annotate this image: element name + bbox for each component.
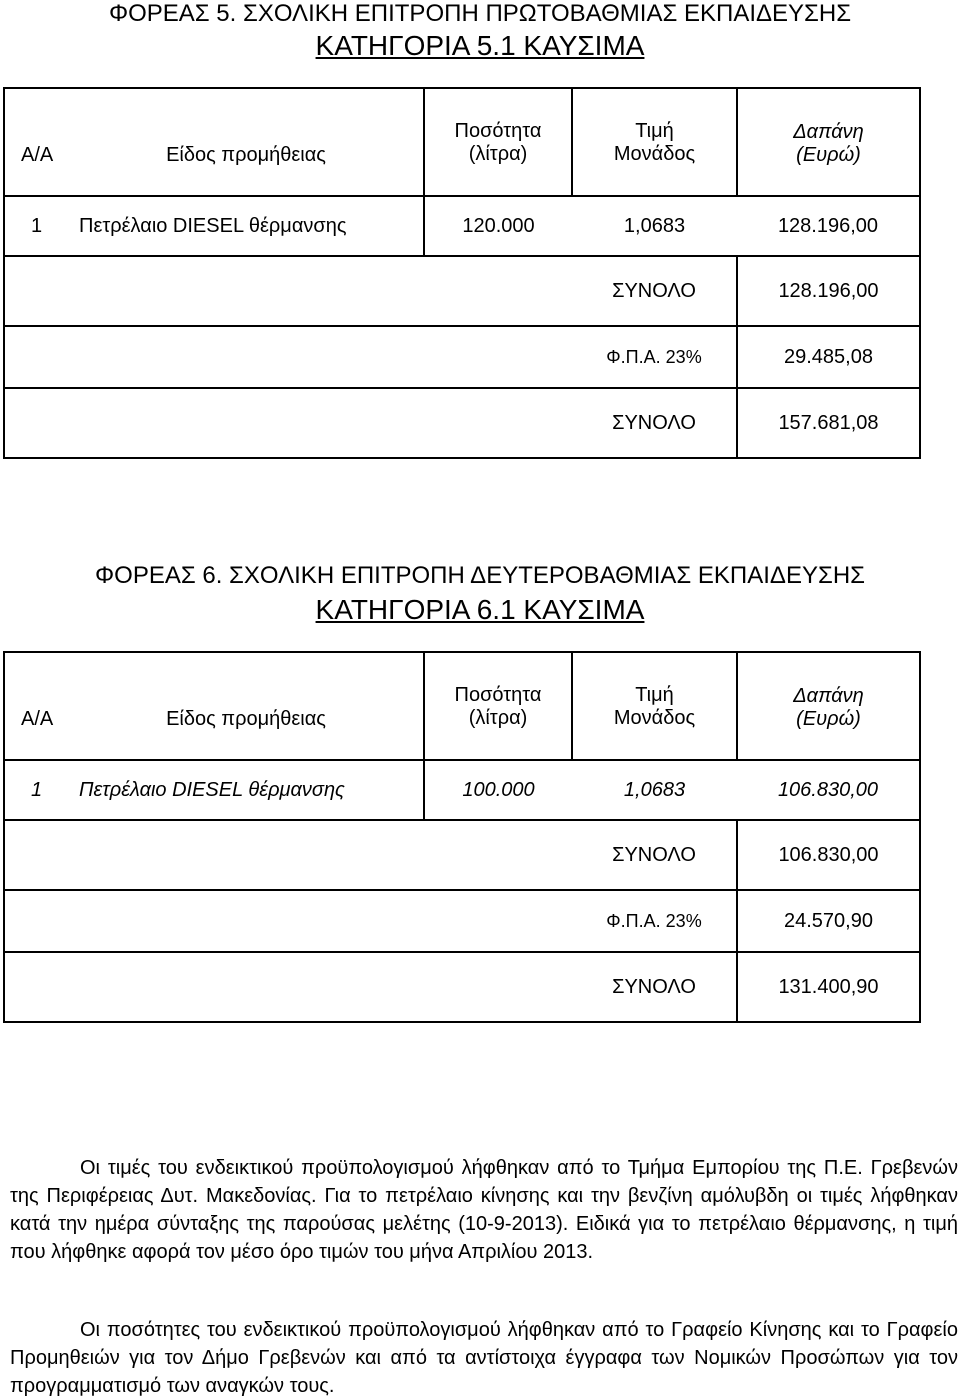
section1-title: ΦΟΡΕΑΣ 5. ΣΧΟΛΙΚΗ ΕΠΙΤΡΟΠΗ ΠΡΩΤΟΒΑΘΜΙΑΣ ΕΚΠΑΙΔΕΥΣΗΣ (108, 0, 852, 27)
total-row (4, 820, 920, 890)
vat-value: 24.570,90 (737, 890, 920, 952)
section1-table (3, 87, 921, 459)
header-price: Τιμή (635, 120, 674, 142)
total-value: 106.830,00 (737, 820, 920, 890)
section2-category: ΚΑΤΗΓΟΡΙΑ 6.1 ΚΑΥΣΙΜΑ (315, 594, 645, 625)
total-label: ΣΥΝΟΛΟ (572, 256, 737, 326)
header-aa: Α/Α (21, 143, 54, 166)
vat-row (4, 890, 920, 952)
header-cost-unit: (Ευρώ) (796, 708, 861, 730)
header-cost: Δαπάνη (793, 121, 864, 143)
row-cost: 106.830,00 (737, 760, 920, 820)
total-row (4, 256, 920, 326)
notes-quantities (10, 1316, 958, 1400)
header-price: Τιμή (635, 684, 674, 706)
header-cost: Δαπάνη (793, 685, 864, 707)
grand-total-row (4, 388, 920, 458)
vat-value: 29.485,08 (737, 326, 920, 388)
notes-prices (10, 1154, 958, 1266)
table-row (4, 196, 920, 256)
grand-total-value: 157.681,08 (737, 388, 920, 458)
vat-row (4, 326, 920, 388)
header-qty: Ποσότητα (454, 684, 542, 706)
row-item: Πετρέλαιο DIESEL θέρμανσης (69, 196, 424, 256)
table-header-row (4, 88, 920, 196)
header-price-unit: Μονάδος (613, 707, 696, 729)
table-row (4, 760, 920, 820)
row-qty: 100.000 (424, 760, 572, 820)
header-aa: Α/Α (21, 707, 54, 730)
header-item: Είδος προμήθειας (166, 707, 326, 730)
paragraph-prices: Οι τιμές του ενδεικτικού προϋπολογισμού λήφθηκαν από το Τμήμα Εμπορίου της Π.Ε. Γρεβενών της Περιφέρειας Δυτ. Μακεδονίας. Για το πετρέλαιο κίνησης και την βενζίνη αμόλυβδη οι τιμές λήφθηκαν κατά την ημέρα σύνταξης της παρούσας μελέτης (10-9-2013). Ειδικά για το πετρέλαιο θέρμανσης, η τιμή που λήφθηκε αφορά τον μέσο όρο τιμών του μήνα Απριλίου 2013. (10, 1157, 958, 1263)
header-price-unit: Μονάδος (613, 143, 696, 165)
grand-total-row (4, 952, 920, 1022)
grand-total-label: ΣΥΝΟΛΟ (572, 388, 737, 458)
section2-title: ΦΟΡΕΑΣ 6. ΣΧΟΛΙΚΗ ΕΠΙΤΡΟΠΗ ΔΕΥΤΕΡΟΒΑΘΜΙΑΣ ΕΚΠΑΙΔΕΥΣΗΣ (95, 562, 865, 589)
section2-table (3, 651, 921, 1023)
vat-label: Φ.Π.Α. 23% (572, 890, 737, 952)
paragraph-quantities: Οι ποσότητες του ενδεικτικού προϋπολογισμού λήφθηκαν από το Γραφείο Κίνησης και το Γραφείο Προμηθειών για τον Δήμο Γρεβενών και από τα αντίστοιχα έγγραφα των Νομικών Προσώπων για τον προγραμματισμό των αναγκών τους. (10, 1319, 958, 1397)
row-aa: 1 (4, 196, 69, 256)
header-qty: Ποσότητα (454, 120, 542, 142)
table-header-row (4, 652, 920, 760)
total-value: 128.196,00 (737, 256, 920, 326)
row-aa: 1 (4, 760, 69, 820)
header-qty-unit: (λίτρα) (468, 707, 528, 729)
header-qty-unit: (λίτρα) (468, 143, 528, 165)
section1-category: ΚΑΤΗΓΟΡΙΑ 5.1 ΚΑΥΣΙΜΑ (315, 30, 645, 61)
row-item: Πετρέλαιο DIESEL θέρμανσης (69, 760, 424, 820)
vat-label: Φ.Π.Α. 23% (572, 326, 737, 388)
grand-total-label: ΣΥΝΟΛΟ (572, 952, 737, 1022)
row-price: 1,0683 (572, 196, 737, 256)
row-qty: 120.000 (424, 196, 572, 256)
header-item: Είδος προμήθειας (166, 143, 326, 166)
row-price: 1,0683 (572, 760, 737, 820)
total-label: ΣΥΝΟΛΟ (572, 820, 737, 890)
grand-total-value: 131.400,90 (737, 952, 920, 1022)
header-cost-unit: (Ευρώ) (796, 144, 861, 166)
row-cost: 128.196,00 (737, 196, 920, 256)
